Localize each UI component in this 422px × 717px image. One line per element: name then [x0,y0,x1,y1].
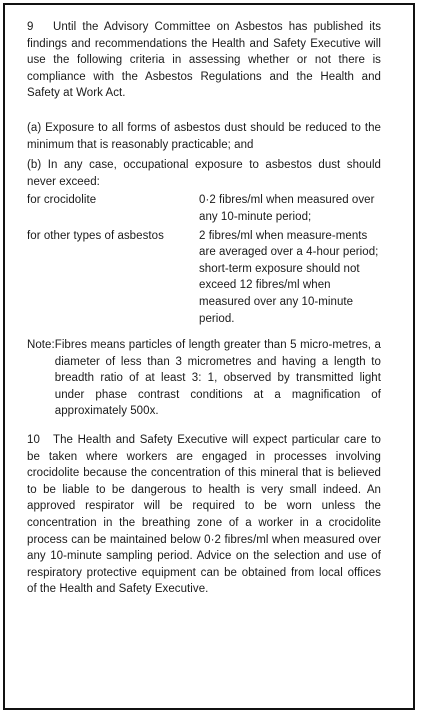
limit-label-crocidolite: for crocidolite [27,194,97,207]
note [27,337,381,420]
criterion-b: (b) In any case, occupational exposure to asbestos dust should never exceed: [27,159,381,188]
paragraph-9-number: 9 [27,21,34,33]
spacer [27,102,381,120]
document-body [27,19,381,598]
paragraph-10 [27,432,381,598]
limit-label-other-asbestos: for other types of asbestos [27,229,164,242]
paragraph-10-number: 10 [27,434,40,447]
paragraph-9 [27,19,381,102]
document-frame [3,3,415,710]
criterion-a: (a) Exposure to all forms of asbestos dust should be reduced to the minimum that is reasonably practicable; and [27,121,381,151]
limit-value-other-asbestos: 2 fibres/ml when measure-ments are averaged over a 4-hour period; short-term exposure should not exceed 12 fibres/ml when measured over any 10-minute period. [199,229,379,325]
limit-value-crocidolite: 0·2 fibres/ml when measured over any 10-minute period; [199,194,375,223]
paragraph-10-text: The Health and Safety Executive will expect particular care to be taken where workers are engaged in processes involving crocidolite because the concentration of this mineral that is believed to be liable to be dangerous to health is very small indeed. An approved respirator will be required to be worn unless the concentration in the breathing zone of a worker in a crocidolite process can be maintained below 0·2 fibres/ml when measured over any 10-minute sampling period. Advice on the selection and use of respiratory protective equipment can be obtained from local offices of the Health and Safety Executive. [27,434,381,596]
exposure-limits-table [27,192,381,327]
paragraph-9-text: Until the Advisory Committee on Asbestos has published its findings and recommendations the Health and Safety Executive will use the following criteria in assessing whether or not there is compliance with the Asbestos Regulations and the Health and Safety at Work Act. [27,21,381,100]
note-label: Note: [27,339,55,352]
note-text: Fibres means particles of length greater than 5 micro-metres, a diameter of less than 3 micrometres and having a length to breadth ratio of at least 3: 1, observed by transmitted light under phase contrast conditions at a magnification of approximately 500x. [54,339,381,418]
